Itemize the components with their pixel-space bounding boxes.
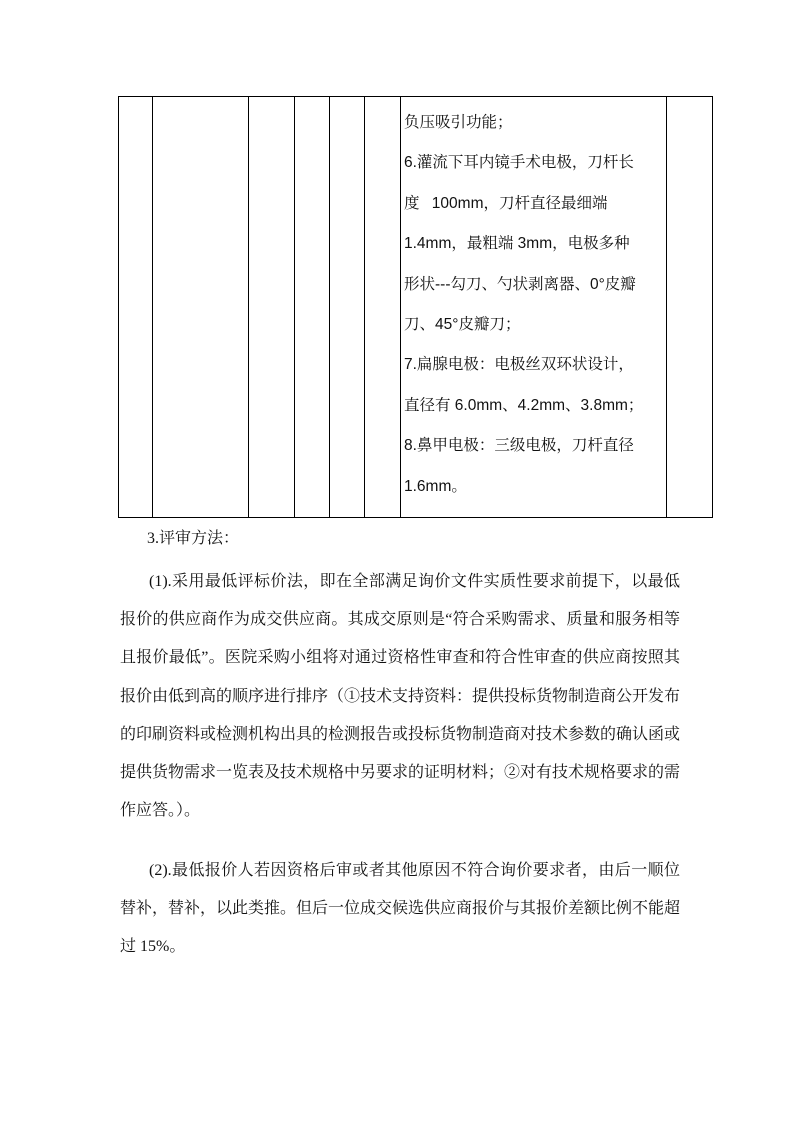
table-cell-index <box>119 97 153 518</box>
spec-line: 形状---勾刀、勺状剥离器、0°皮瓣 <box>404 275 636 293</box>
table-row <box>119 97 713 518</box>
spec-line: 1.6mm。 <box>404 477 467 495</box>
table-cell-qty <box>295 97 330 518</box>
spec-line: 直径有 6.0mm、4.2mm、3.8mm； <box>404 396 644 414</box>
table-cell-total <box>365 97 401 518</box>
paragraph-substitution-rule: (2).最低报价人若因资格后审或者其他原因不符合询价要求者，由后一顺位替补，替补，以此类推。但后一位成交候选供应商报价与其报价差额比例不能超过 15%。 <box>120 862 681 956</box>
table-cell-unit <box>249 97 295 518</box>
spec-text <box>401 97 666 507</box>
spec-line: 6.灌流下耳内镜手术电极，刀杆长 <box>404 154 634 172</box>
spec-line: 刀、45°皮瓣刀； <box>404 316 521 334</box>
spec-line: 8.鼻甲电极：三级电极，刀杆直径 <box>404 437 634 455</box>
spec-table <box>118 96 713 518</box>
table-cell-name <box>153 97 249 518</box>
spec-line: 负压吸引功能； <box>404 114 513 131</box>
spec-line: 度 100mm，刀杆直径最细端 <box>404 194 608 212</box>
section-title: 3.评审方法： <box>147 530 240 547</box>
table-cell-remark <box>667 97 713 518</box>
table-cell-spec <box>401 97 667 518</box>
spec-line: 7.扁腺电极：电极丝双环状设计， <box>404 356 634 374</box>
paragraph-evaluation-method: (1).采用最低评标价法，即在全部满足询价文件实质性要求前提下，以最低报价的供应商作为成交供应商。其成交原则是“符合采购需求、质量和服务相等且报价最低”。医院采购小组将对通过资格性审查和符合性审查的供应商按照其报价由低到高的顺序进行排序（①技术支持资料：提供投标货物制造商公开发布的印刷资料或检测机构出具的检测报告或投标货物制造商对技术参数的确认函或提供货物需求一览表及技术规格中另要求的证明材料；②对有技术规格要求的需作应答。）。 <box>120 573 681 820</box>
table-cell-price <box>330 97 365 518</box>
spec-line: 1.4mm，最粗端 3mm，电极多种 <box>404 235 630 253</box>
